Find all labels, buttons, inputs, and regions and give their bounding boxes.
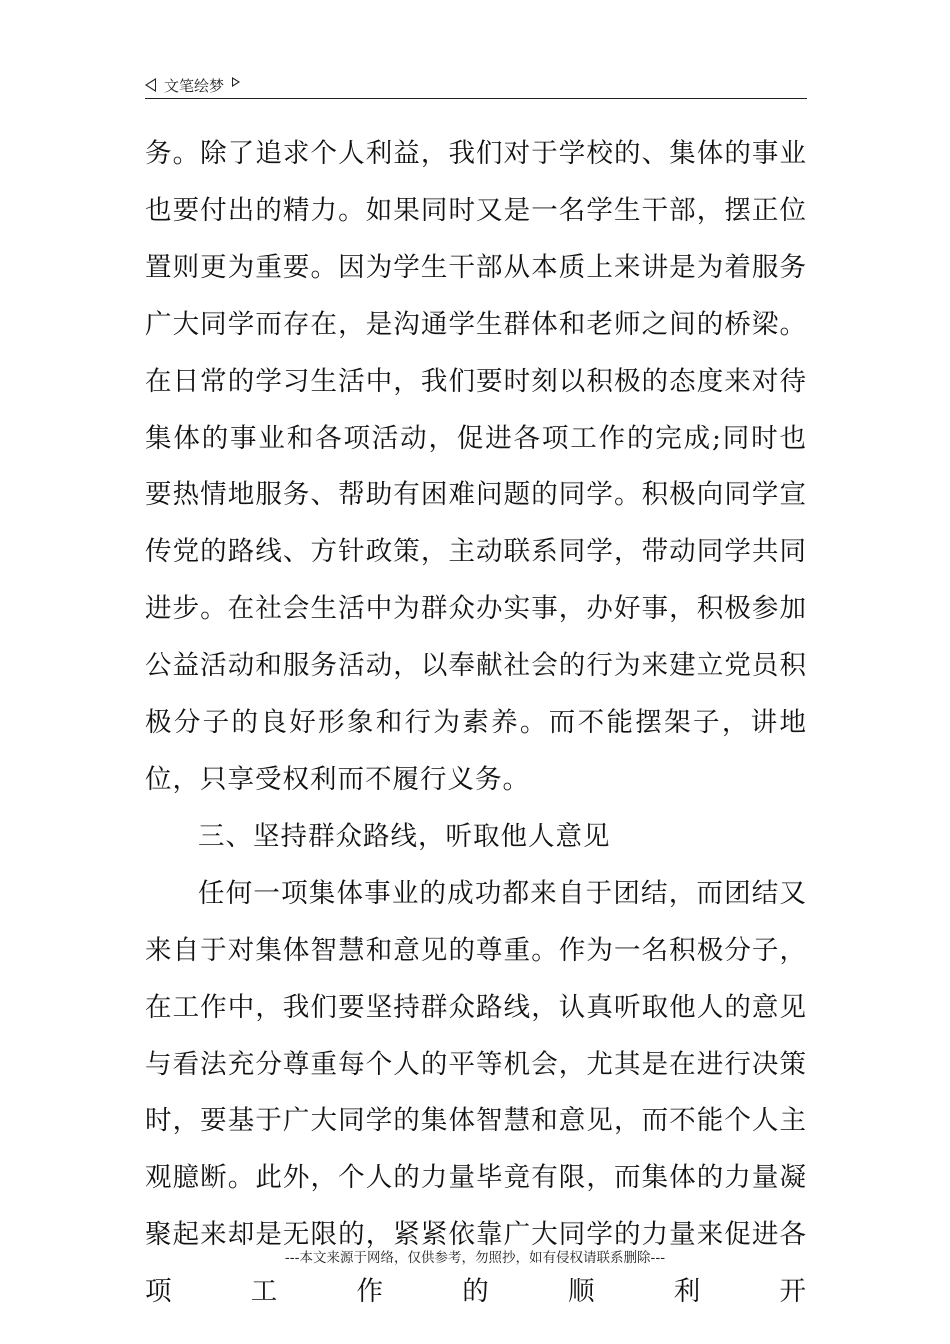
footer-disclaimer: ---本文来源于网络，仅供参考，勿照抄，如有侵权请联系删除--- <box>284 1250 666 1266</box>
paragraph-2: 任何一项集体事业的成功都来自于团结，而团结又来自于对集体智慧和意见的尊重。作为一名积极分子，在工作中，我们要坚持群众路线，认真听取他人的意见与看法充分尊重每个人的平等机会，尤其是在进行决策时，要基于广大同学的集体智慧和意见，而不能个人主观臆断。此外，个人的力量毕竟有限，而集体的力量凝聚起来却是无限的，紧紧依靠广大同学的力量来促进各项工作的顺利开 <box>145 877 807 1308</box>
page-header <box>145 72 807 98</box>
left-triangle-icon <box>145 78 156 92</box>
section-heading: 三、坚持群众路线，听取他人意见 <box>198 820 611 852</box>
paragraph-1: 务。除了追求个人利益，我们对于学校的、集体的事业也要付出的精力。如果同时又是一名学生干部，摆正位置则更为重要。因为学生干部从本质上来讲是为着服务广大同学而存在，是沟通学生群体和老师之间的桥梁。在日常的学习生活中，我们要时刻以积极的态度来对待集体的事业和各项活动，促进各项工作的完成;同时也要热情地服务、帮助有困难问题的同学。积极向同学宣传党的路线、方针政策，主动联系同学，带动同学共同进步。在社会生活中为群众办实事，办好事，积极参加公益活动和服务活动，以奉献社会的行为来建立党员积极分子的良好形象和行为素养。而不能摆架子，讲地位，只享受权利而不履行义务。 <box>145 138 807 795</box>
header-title: 文笔绘梦 <box>164 76 225 95</box>
header-divider <box>145 98 807 99</box>
right-triangle-icon <box>232 77 240 87</box>
document-body <box>145 126 807 1321</box>
